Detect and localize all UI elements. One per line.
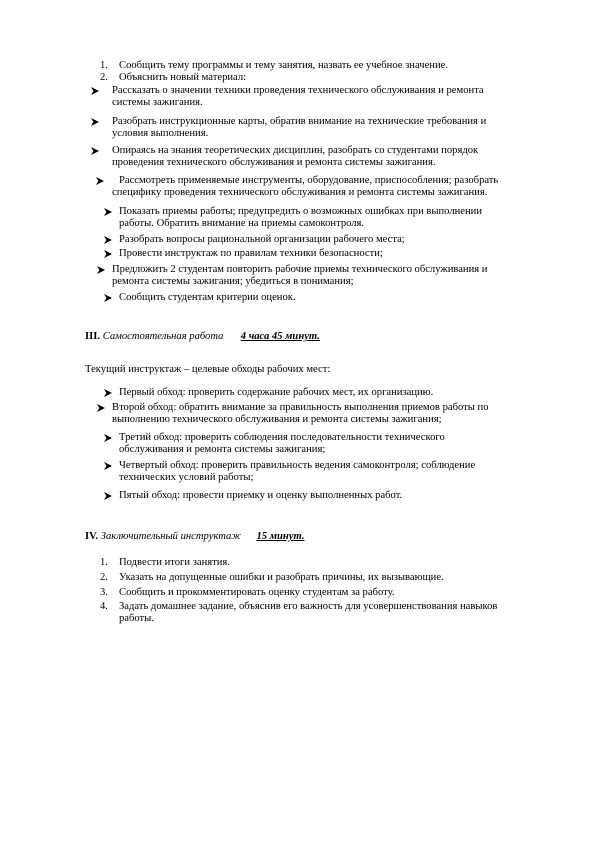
list-item-line: Разобрать инструкционные карты, обратив внимание на технические требования и: [112, 116, 487, 127]
list-item-line: технических условий работы;: [119, 472, 254, 483]
list-number: 2.: [100, 72, 108, 83]
list-number: 1.: [100, 557, 108, 568]
list-item-line: Подвести итоги занятия.: [119, 557, 230, 568]
list-number: 2.: [100, 572, 108, 583]
arrow-bullet-icon: [104, 389, 112, 397]
section-heading-3: [85, 331, 320, 343]
list-number: 3.: [100, 587, 108, 598]
arrow-bullet-icon: [104, 492, 112, 500]
list-item-line: Рассмотреть применяемые инструменты, оборудование, приспособления; разобрать: [119, 175, 499, 186]
list-number: 4.: [100, 601, 108, 612]
list-item-line: Задать домашнее задание, объяснив его важность для усовершенствования навыков: [119, 601, 498, 612]
arrow-bullet-icon: [104, 462, 112, 470]
list-item-line: Сообщить и прокомментировать оценку студентам за работу.: [119, 587, 395, 598]
section-heading-4: [85, 531, 304, 543]
arrow-bullet-icon: [97, 266, 105, 274]
list-item-line: работы.: [119, 613, 154, 624]
list-item-line: Опираясь на знания теоретических дисциплин, разобрать со студентами порядок: [112, 145, 479, 156]
arrow-bullet-icon: [104, 294, 112, 302]
arrow-bullet-icon: [91, 118, 99, 126]
section-time: 4 часа 45 минут.: [240, 331, 320, 342]
list-item-line: Второй обход: обратить внимание за правильность выполнения приемов работы по: [112, 402, 489, 413]
arrow-bullet-icon: [104, 236, 112, 244]
list-item: Объяснить новый материал:: [119, 72, 247, 83]
list-item-line: системы зажигания.: [112, 97, 203, 108]
section-roman: IV.: [85, 531, 99, 542]
list-item-line: работы. Обратить внимание на приемы самоконтроля.: [119, 218, 365, 229]
list-item-line: проведения технического обслуживания и ремонта системы зажигания.: [112, 157, 436, 168]
section-title: Самостоятельная работа: [102, 331, 224, 342]
list-item-line: Сообщить студентам критерии оценок.: [119, 292, 296, 303]
list-item-line: Показать приемы работы; предупредить о возможных ошибках при выполнении: [119, 206, 483, 217]
list-item-line: специфику проведения технического обслуживания и ремонта системы зажигания.: [112, 187, 488, 198]
list-item-line: Четвертый обход: проверить правильность ведения самоконтроля; соблюдение: [119, 460, 476, 471]
list-item: Сообщить тему программы и тему занятия, назвать ее учебное значение.: [119, 60, 448, 71]
arrow-bullet-icon: [91, 87, 99, 95]
list-item-line: обслуживания и ремонта системы зажигания;: [119, 444, 326, 455]
arrow-bullet-icon: [104, 434, 112, 442]
list-item-line: Третий обход: проверить соблюдения последовательности технического: [119, 432, 445, 443]
list-item-line: Рассказать о значении техники проведения технического обслуживания и ремонта: [112, 85, 484, 96]
list-number: 1.: [100, 60, 108, 71]
arrow-bullet-icon: [104, 208, 112, 216]
list-item-line: Провести инструктаж по правилам техники безопасности;: [119, 248, 383, 259]
list-item-line: условия выполнения.: [112, 128, 209, 139]
list-item-line: Разобрать вопросы рациональной организации рабочего места;: [119, 234, 405, 245]
list-item-line: выполнению технического обслуживания и ремонта системы зажигания;: [112, 414, 442, 425]
list-item-line: Первый обход: проверить содержание рабочих мест, их организацию.: [119, 387, 434, 398]
section-roman: III.: [85, 331, 101, 342]
list-item-line: Указать на допущенные ошибки и разобрать причины, их вызывающие.: [119, 572, 444, 583]
arrow-bullet-icon: [91, 147, 99, 155]
list-item-line: ремонта системы зажигания; убедиться в понимания;: [112, 276, 354, 287]
list-item-line: Предложить 2 студентам повторить рабочие приемы технического обслуживания и: [112, 264, 488, 275]
arrow-bullet-icon: [97, 404, 105, 412]
current-instruction-text: Текущий инструктаж – целевые обходы рабочих мест:: [85, 364, 331, 375]
arrow-bullet-icon: [96, 177, 104, 185]
section-title: Заключительный инструктаж: [100, 531, 242, 542]
list-item-line: Пятый обход: провести приемку и оценку выполненных работ.: [119, 490, 403, 501]
arrow-bullet-icon: [104, 250, 112, 258]
section-time: 15 минут.: [256, 531, 305, 542]
